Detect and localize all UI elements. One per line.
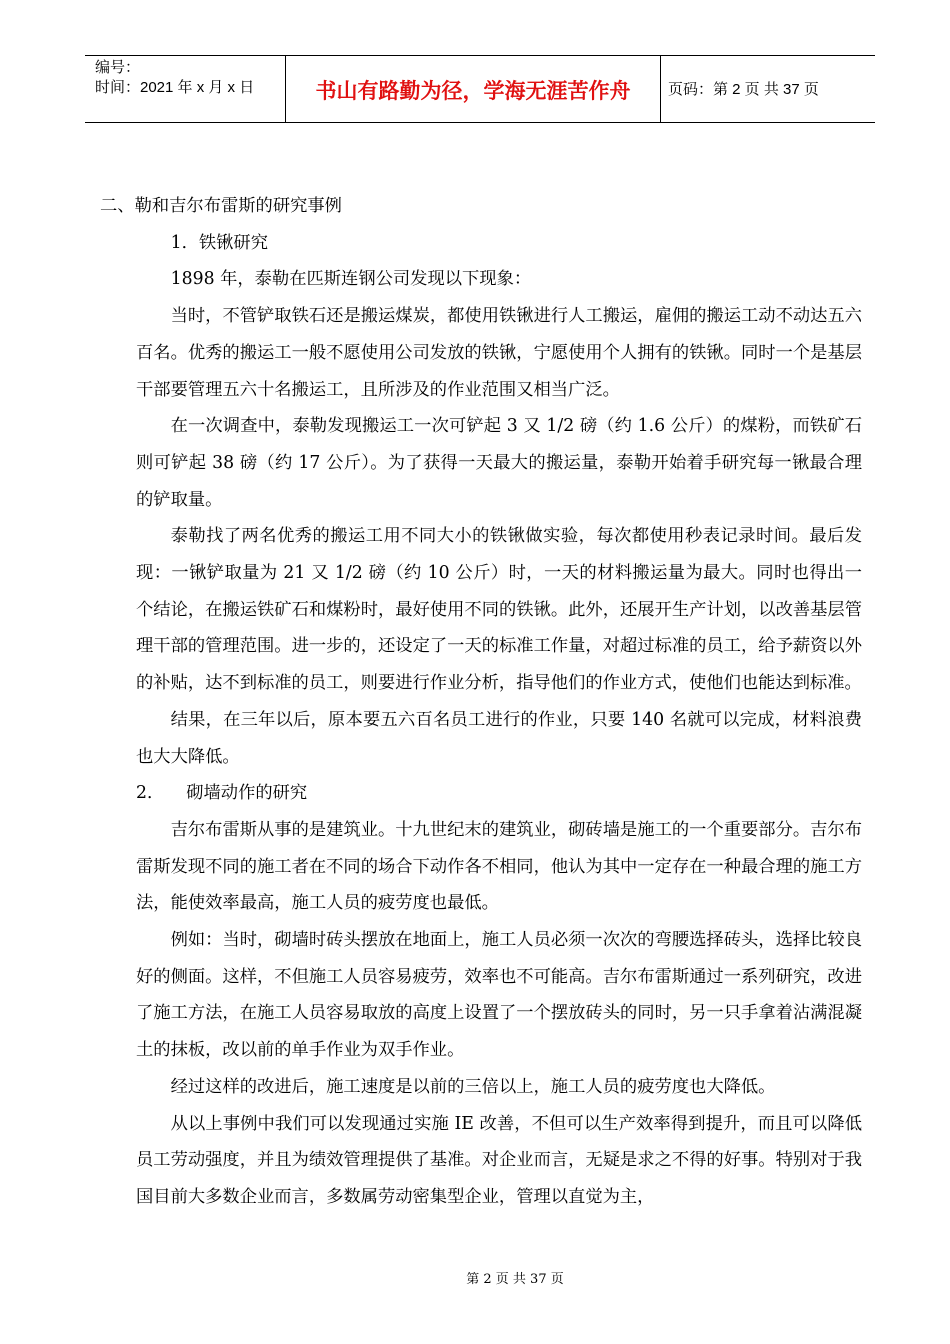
paragraph: 例如：当时，砌墙时砖头摆放在地面上，施工人员必须一次次的弯腰选择砖头，选择比较良好的侧面。这样，不但施工人员容易疲劳，效率也不可能高。吉尔布雷斯通过一系列研究，改进了施工方法，在施工人员容易取放的高度上设置了一个摆放砖头的同时，另一只手拿着沾满混凝土的抹板，改以前的单手作业为双手作业。: [136, 930, 862, 1061]
subheading-bricklaying-study: 2． 砌墙动作的研究: [136, 783, 308, 804]
page-footer: 第 2 页 共 37 页: [466, 1272, 564, 1287]
header-divider-right: [660, 55, 661, 122]
section-heading: 二、勒和吉尔布雷斯的研究事例: [100, 196, 342, 216]
paragraph: 泰勒找了两名优秀的搬运工用不同大小的铁锹做实验，每次都使用秒表记录时间。最后发现：一锹铲取量为 21 又 1/2 磅（约 10 公斤）时，一天的材料搬运量为最大。同时也得出一个结论，在搬运铁矿石和煤粉时，最好使用不同的铁锹。此外，还展开生产计划，以改善基层管理干部的管理范围。进一步的，还设定了一天的标准工作量，对超过标准的员工，给予薪资以外的补贴，达不到标准的员工，则要进行作业分析，指导他们的作业方式，使他们也能达到标准。: [136, 526, 862, 694]
header-bottom-rule: [85, 122, 875, 123]
header-motto: 书山有路勤为径，学海无涯苦作舟: [315, 78, 631, 103]
header-page-label: 页码：第 2 页 共 37 页: [668, 81, 819, 98]
paragraph: 当时，不管铲取铁石还是搬运煤炭，都使用铁锹进行人工搬运，雇佣的搬运工动不动达五六百名。优秀的搬运工一般不愿使用公司发放的铁锹，宁愿使用个人拥有的铁锹。同时一个是基层干部要管理五六十名搬运工，且所涉及的作业范围又相当广泛。: [136, 306, 862, 400]
paragraph: 从以上事例中我们可以发现通过实施 IE 改善，不但可以生产效率得到提升，而且可以降低员工劳动强度，并且为绩效管理提供了基准。对企业而言，无疑是求之不得的好事。特别对于我国目前大多数企业而言，多数属劳动密集型企业，管理以直觉为主，: [136, 1113, 862, 1207]
paragraph: 吉尔布雷斯从事的是建筑业。十九世纪末的建筑业，砌砖墙是施工的一个重要部分。吉尔布雷斯发现不同的施工者在不同的场合下动作各不相同，他认为其中一定存在一种最合理的施工方法，能使效率最高，施工人员的疲劳度也最低。: [136, 819, 862, 914]
paragraph: 1898 年，泰勒在匹斯连钢公司发现以下现象：: [170, 269, 532, 290]
subheading-shovel-study: 1．铁锹研究: [170, 232, 268, 253]
paragraph: 在一次调查中，泰勒发现搬运工一次可铲起 3 又 1/2 磅（约 1.6 公斤）的煤粉，而铁矿石则可铲起 38 磅（约 17 公斤）。为了获得一天最大的搬运量，泰勒开始着手研究每一锹最合理的铲取量。: [136, 416, 862, 510]
paragraph: 经过这样的改进后，施工速度是以前的三倍以上，施工人员的疲劳度也大降低。: [170, 1076, 776, 1097]
document-body: [100, 188, 862, 1216]
doc-number-label: 编号：: [95, 59, 141, 76]
header-meta: [95, 58, 254, 98]
paragraph: 结果，在三年以后，原本要五六百名员工进行的作业，只要 140 名就可以完成，材料浪费也大大降低。: [136, 709, 862, 767]
doc-time-label: 时间：2021 年 x 月 x 日: [95, 79, 255, 96]
header-top-rule: [85, 55, 875, 56]
